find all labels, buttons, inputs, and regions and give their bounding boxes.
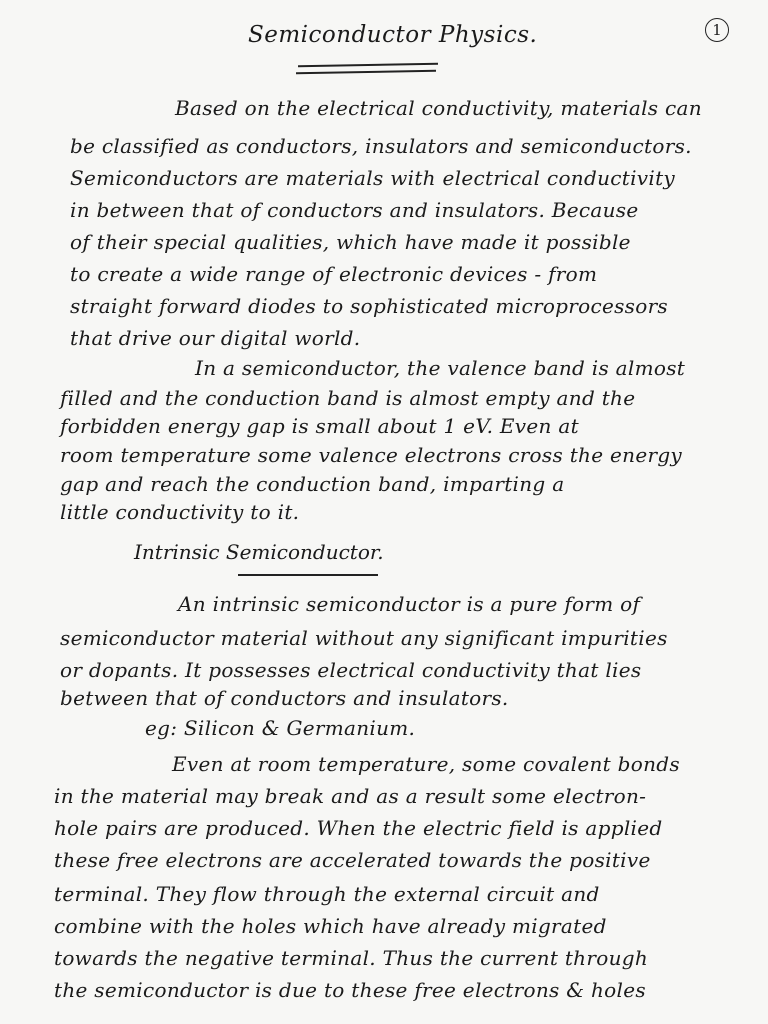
- paragraph-line: or dopants. It possesses electrical conductivity that lies: [60, 658, 642, 682]
- paragraph-line: room temperature some valence electrons cross the energy: [60, 443, 683, 467]
- paragraph-line: Semiconductors are materials with electrical conductivity: [70, 166, 676, 190]
- section-heading: Intrinsic Semiconductor.: [134, 540, 384, 564]
- title-underline: [298, 63, 438, 67]
- paragraph-line: to create a wide range of electronic devices - from: [70, 262, 598, 286]
- paragraph-line: gap and reach the conduction band, imparting a: [60, 472, 565, 496]
- paragraph-line: little conductivity to it.: [60, 500, 300, 524]
- paragraph-line: of their special qualities, which have made it possible: [70, 230, 631, 254]
- paragraph-line: the semiconductor is due to these free electrons & holes: [54, 978, 646, 1002]
- title-underline-second: [296, 70, 436, 74]
- paragraph-line: forbidden energy gap is small about 1 eV. Even at: [60, 414, 579, 438]
- heading-underline: [238, 574, 378, 576]
- paragraph-line: hole pairs are produced. When the electric field is applied: [54, 816, 663, 840]
- paragraph-line: these free electrons are accelerated towards the positive: [54, 848, 651, 872]
- paragraph-line: In a semiconductor, the valence band is almost: [195, 356, 686, 380]
- paragraph-line: in the material may break and as a result some electron-: [54, 784, 647, 808]
- paragraph-line: filled and the conduction band is almost empty and the: [60, 386, 636, 410]
- example-line: eg: Silicon & Germanium.: [145, 716, 416, 740]
- paragraph-line: Based on the electrical conductivity, materials can: [175, 96, 702, 120]
- paragraph-line: combine with the holes which have already migrated: [54, 914, 607, 938]
- paragraph-line: towards the negative terminal. Thus the current through: [54, 946, 649, 970]
- paragraph-line: be classified as conductors, insulators and semiconductors.: [70, 134, 692, 158]
- paragraph-line: An intrinsic semiconductor is a pure form of: [178, 592, 641, 616]
- paragraph-line: semiconductor material without any significant impurities: [60, 626, 668, 650]
- paragraph-line: in between that of conductors and insulators. Because: [70, 198, 639, 222]
- paragraph-line: terminal. They flow through the external circuit and: [54, 882, 600, 906]
- paragraph-line: Even at room temperature, some covalent bonds: [172, 752, 680, 776]
- page-title: Semiconductor Physics.: [248, 22, 538, 48]
- paragraph-line: between that of conductors and insulators.: [60, 686, 509, 710]
- page-number: 1: [705, 18, 729, 42]
- paragraph-line: straight forward diodes to sophisticated microprocessors: [70, 294, 669, 318]
- paragraph-line: that drive our digital world.: [70, 326, 361, 350]
